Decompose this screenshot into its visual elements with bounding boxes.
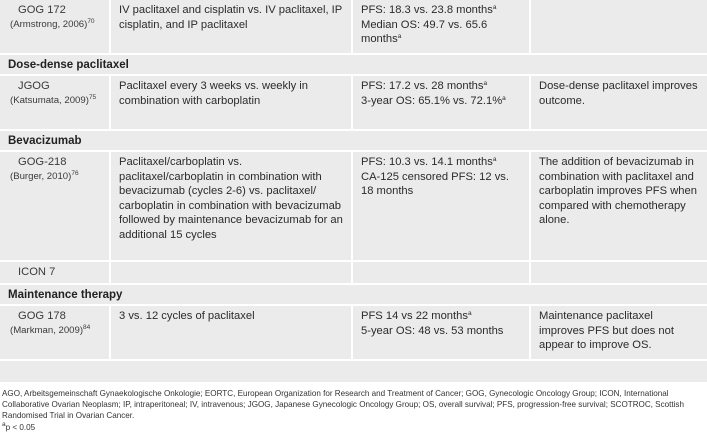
- conclusion-cell: [530, 261, 707, 284]
- significance-mark: a: [502, 94, 506, 102]
- study-name: GOG-218: [18, 156, 67, 168]
- study-cell: [0, 75, 110, 130]
- significance-mark: a: [483, 80, 488, 87]
- regimen-cell: [110, 261, 352, 284]
- study-citation: (Markman, 2009)$^{84}$: [10, 323, 91, 336]
- study-name: ICON 7: [18, 266, 56, 278]
- table-row: [0, 0, 707, 54]
- abbreviations-note: AGO, Arbeitsgemeinschaft Gynaekologische Onkologie; EORTC, European Organization for Research and Treatment of Cancer; GOG, Gynecologic Oncology Group; ICON, International Collaborative Ovarian Neoplasm; IP, intraperitoneal; IV, intravenous; JGOG, Japanese Gynecologic Oncology Group; OS, overall survival; PFS, progression-free survival; SCOTROC, Scottish Randomised Trial in Ovarian Cancer.: [2, 389, 684, 421]
- outcome-cell: [352, 151, 530, 261]
- reference-number: 75: [88, 93, 97, 101]
- study-citation: (Katsumata, 2009)$^{75}$: [10, 93, 97, 106]
- significance-mark: a: [492, 156, 497, 163]
- significance-mark: a: [2, 420, 6, 428]
- study-cell: [0, 0, 110, 54]
- significance-mark: a: [467, 310, 472, 317]
- outcome-line: CA-125 censored PFS: 12 vs. 18 months: [361, 170, 509, 197]
- regimen-cell: IV paclitaxel and cisplatin vs. IV paclitaxel, IP cisplatin, and IP paclitaxel: [110, 0, 352, 54]
- table-row: [0, 305, 707, 360]
- conclusion-cell: The addition of bevacizumab in combination with paclitaxel and carboplatin improves PFS when compared with chemotherapy alone.: [530, 151, 707, 261]
- section-header-row: [0, 284, 707, 305]
- outcome-cell: [352, 305, 530, 360]
- study-cell: [0, 261, 110, 284]
- table-row: [0, 261, 707, 284]
- outcome-line: Median OS: 49.7 vs. 65.6 months$^a$: [361, 18, 488, 45]
- outcome-line: PFS: 18.3 vs. 23.8 months$^a$: [361, 4, 497, 16]
- outcome-cell: [352, 75, 530, 130]
- study-cell: [0, 151, 110, 261]
- conclusion-cell: Dose-dense paclitaxel improves outcome.: [530, 75, 707, 130]
- study-citation: (Burger, 2010)$^{76}$: [10, 169, 79, 182]
- study-name: GOG 172: [18, 4, 66, 16]
- study-name: JGOG: [18, 80, 50, 92]
- section-header-row: [0, 54, 707, 75]
- table-footnote: [2, 388, 705, 433]
- outcome-line: 3-year OS: 65.1% vs. 72.1%$^a$: [361, 94, 506, 107]
- conclusion-cell: Maintenance paclitaxel improves PFS but does not appear to improve OS.: [530, 305, 707, 360]
- outcome-line: PFS 14 vs 22 months$^a$: [361, 310, 472, 322]
- outcome-line: PFS: 10.3 vs. 14.1 months$^a$: [361, 156, 497, 168]
- section-header: Maintenance therapy: [0, 284, 707, 305]
- regimen-cell: 3 vs. 12 cycles of paclitaxel: [110, 305, 352, 360]
- outcome-cell: [352, 0, 530, 54]
- section-header: Bevacizumab: [0, 130, 707, 151]
- reference-number: 76: [71, 169, 79, 177]
- study-cell: [0, 305, 110, 360]
- reference-number: 70: [87, 17, 95, 25]
- significance-mark: a: [397, 33, 402, 40]
- table-row: [0, 151, 707, 261]
- study-citation: (Armstrong, 2006)$^{70}$: [10, 17, 95, 30]
- section-header-row: [0, 130, 707, 151]
- study-name: GOG 178: [18, 310, 66, 322]
- significance-mark: a: [492, 4, 497, 11]
- reference-number: 84: [83, 323, 91, 331]
- significance-note: $^a$p < 0.05: [2, 420, 36, 432]
- outcome-line: PFS: 17.2 vs. 28 months$^a$: [361, 80, 488, 92]
- table-row: [0, 75, 707, 130]
- regimen-cell: Paclitaxel every 3 weeks vs. weekly in combination with carboplatin: [110, 75, 352, 130]
- conclusion-cell: [530, 0, 707, 54]
- outcome-line: 5-year OS: 48 vs. 53 months: [361, 324, 504, 337]
- regimen-cell: Paclitaxel/carboplatin vs. paclitaxel/carboplatin in combination with bevacizumab (cycles 2-6) vs. paclitaxel/ carboplatin in combination with bevacizumab followed by maintenance bevacizumab for an additional 15 cycles: [110, 151, 352, 261]
- outcome-cell: [352, 261, 530, 284]
- section-header: Dose-dense paclitaxel: [0, 54, 707, 75]
